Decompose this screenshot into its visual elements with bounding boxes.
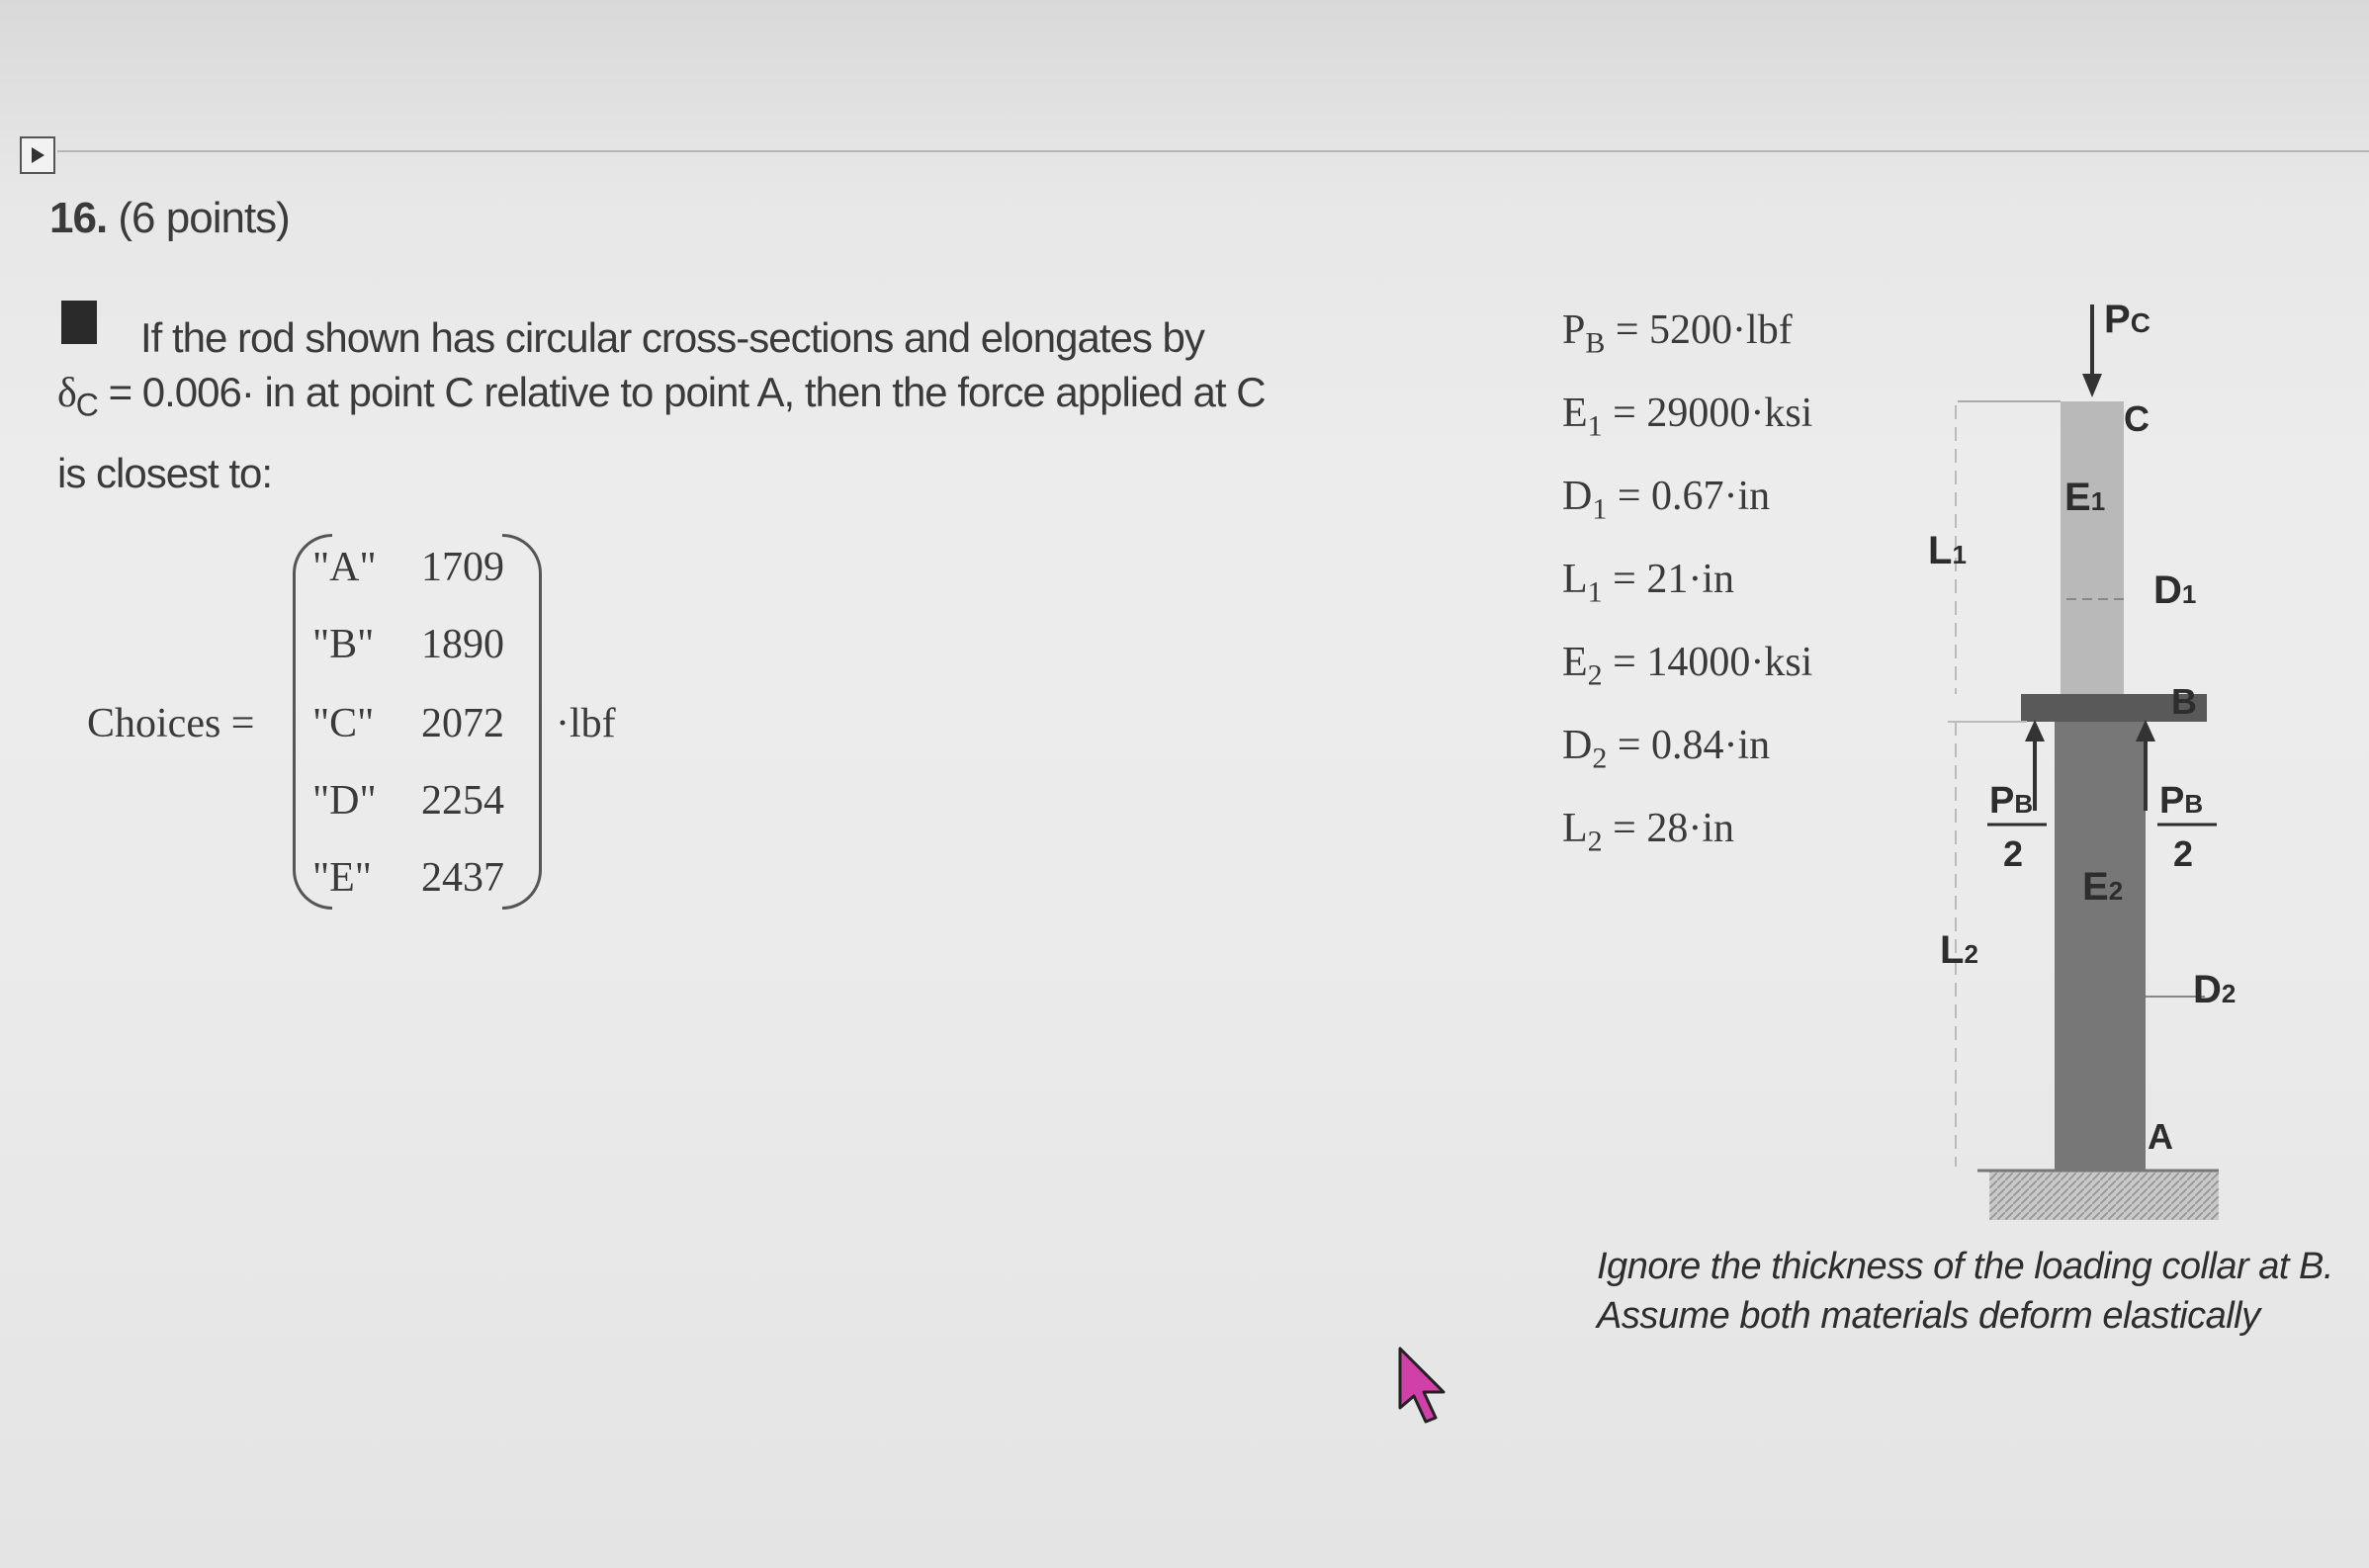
- choice-letter: "B": [312, 622, 375, 667]
- svg-text:C: C: [2124, 398, 2150, 439]
- svg-text:PB: PB: [2159, 780, 2204, 822]
- choice-row: [312, 854, 530, 902]
- expand-toggle-button[interactable]: [20, 136, 55, 174]
- choice-value: 2254: [421, 778, 504, 824]
- choice-row: [312, 777, 530, 825]
- svg-text:D1: D1: [2153, 568, 2197, 612]
- choice-value: 2437: [421, 855, 504, 901]
- svg-text:D2: D2: [2193, 968, 2237, 1011]
- given-pb: $P_B = 5200\cdot lbf$: [1562, 307, 1793, 360]
- choice-value: 2072: [421, 701, 504, 746]
- svg-text:2: 2: [2173, 833, 2194, 874]
- question-number: 16.: [49, 194, 108, 242]
- svg-text:E1: E1: [2064, 476, 2106, 519]
- given-e2: $E_2 = 14000\cdot ksi$: [1562, 640, 1813, 692]
- svg-text:L1: L1: [1928, 529, 1967, 572]
- given-l2: $L_2 = 28\cdot in$: [1562, 806, 1734, 858]
- choice-value: 1890: [421, 622, 504, 667]
- svg-text:A: A: [2148, 1116, 2173, 1157]
- given-l1: $L_1 = 21\cdot in$: [1562, 557, 1734, 609]
- play-triangle-icon: [28, 145, 47, 165]
- delta-symbol: δ: [57, 371, 76, 416]
- svg-text:L2: L2: [1940, 928, 1978, 972]
- prompt-line-1: If the rod shown has circular cross-sections and elongates by: [140, 314, 1204, 361]
- choices-unit: ·lbf: [556, 701, 616, 746]
- svg-text:E2: E2: [2082, 865, 2124, 909]
- given-d1: $D_1 = 0.67\cdot in$: [1562, 474, 1771, 526]
- choice-letter: "D": [312, 778, 377, 824]
- prompt-line-2: = 0.006· in at point C relative to point A, then the force applied at C: [108, 369, 1266, 415]
- delta-subscript: C: [75, 387, 98, 423]
- rod-diagram: [1879, 287, 2369, 1226]
- question-header: [49, 194, 290, 243]
- rod-segment-2: [2055, 710, 2146, 1171]
- caption-line-2: Assume both materials deform elastically: [1597, 1295, 2260, 1337]
- given-e1: $E_1 = 29000\cdot ksi$: [1562, 391, 1813, 443]
- choice-letter: "C": [312, 701, 375, 746]
- choices-label: Choices =: [87, 701, 255, 746]
- given-values: [1562, 306, 1812, 888]
- given-d2: $D_2 = 0.84\cdot in$: [1562, 723, 1771, 775]
- svg-text:PC: PC: [2104, 298, 2150, 341]
- choice-row: [312, 700, 530, 747]
- choice-row: [312, 621, 530, 668]
- question-prompt: [57, 310, 1432, 500]
- diagram-caption: [1597, 1242, 2333, 1341]
- choice-row: [312, 544, 530, 591]
- prompt-line-3: is closest to:: [57, 450, 273, 497]
- svg-text:B: B: [2171, 681, 2197, 722]
- ground-support: [1989, 1171, 2219, 1220]
- svg-text:PB: PB: [1989, 780, 2034, 822]
- choice-value: 1709: [421, 545, 504, 590]
- question-points: (6 points): [118, 194, 290, 242]
- choice-letter: "E": [312, 855, 372, 901]
- choice-letter: "A": [312, 545, 377, 590]
- mouse-cursor-icon: [1396, 1347, 1455, 1426]
- caption-line-1: Ignore the thickness of the loading collar at B.: [1597, 1246, 2333, 1287]
- svg-text:2: 2: [2003, 833, 2024, 874]
- rod-segment-1: [2061, 401, 2124, 694]
- divider: [57, 150, 2369, 152]
